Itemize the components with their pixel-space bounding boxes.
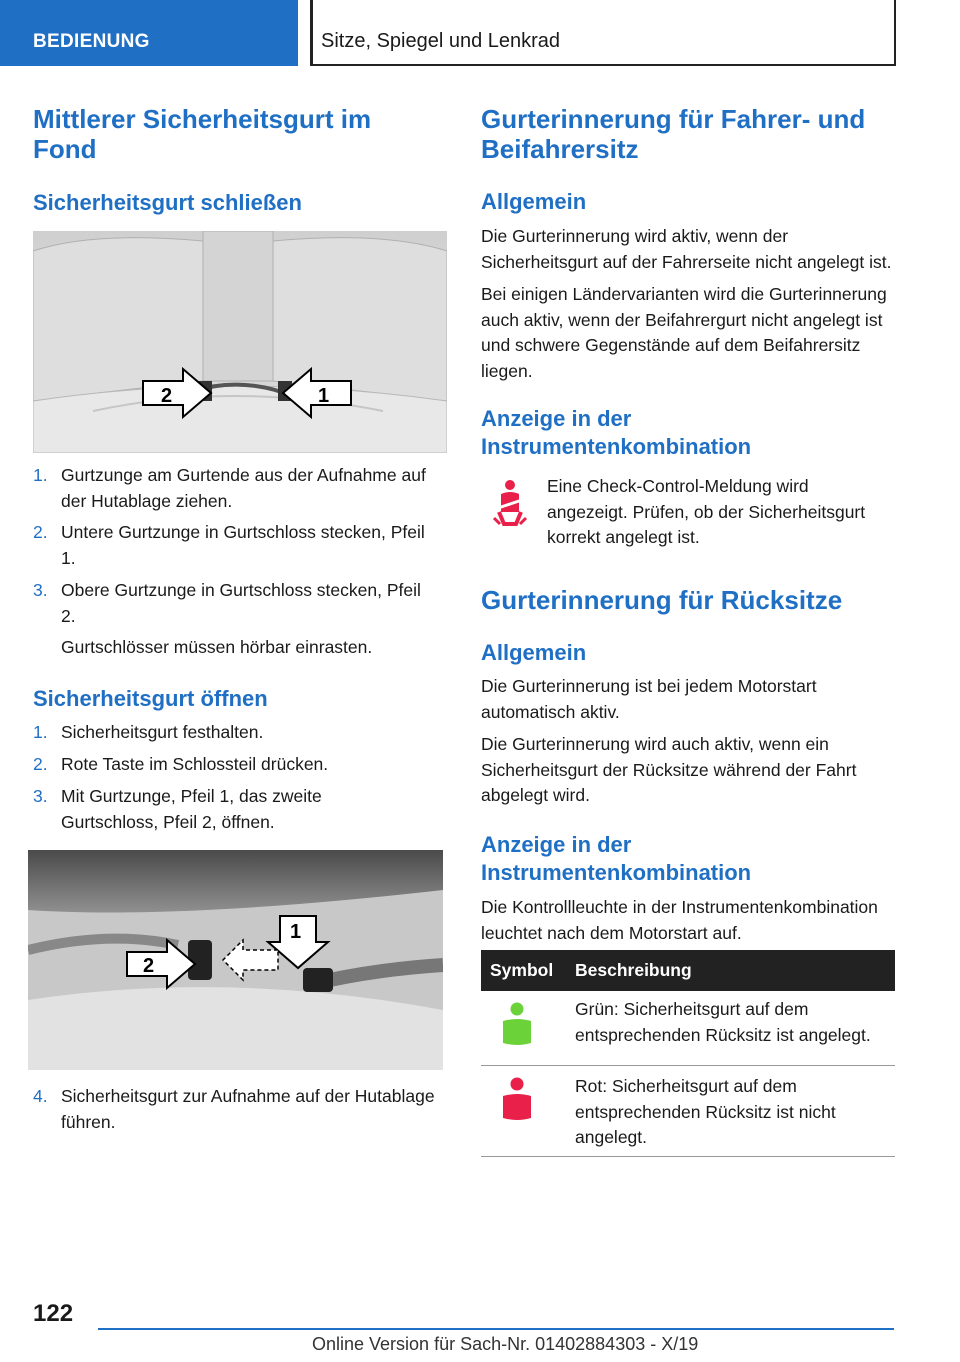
step-text: Untere Gurtzunge in Gurtschloss stecken, Pfeil 1. [61, 522, 425, 568]
right-section-title: Gurterinnerung für Fahrer- und Beifahrersitz [481, 104, 866, 164]
header-symbol: Symbol [490, 960, 554, 980]
step-number: 1. [33, 722, 48, 742]
list-item [33, 1084, 438, 1136]
paragraph-4: Die Gurterinnerung ist bei jedem Motorstart automatisch aktiv. [481, 676, 817, 722]
image2-arrow-label-2: 2 [143, 955, 155, 977]
symbol-table [481, 950, 895, 1157]
image2-arrow-label-1: 1 [290, 921, 302, 943]
page-number: 122 [33, 1300, 74, 1327]
step-number: 3. [33, 786, 48, 806]
step-number: 2. [33, 754, 48, 774]
heading-allgemein-2: Allgemein [481, 640, 587, 665]
seat-belt-open-image [28, 850, 443, 1070]
step-number: 1. [33, 465, 48, 485]
list-item [33, 520, 433, 572]
chapter-label: Sitze, Spiegel und Lenkrad [321, 30, 561, 52]
heading-gurt-schliessen: Sicherheitsgurt schließen [33, 190, 302, 215]
left-section-title: Mittlerer Sicherheitsgurt im Fond [33, 104, 372, 164]
step-text: Sicherheitsgurt zur Aufnahme auf der Hutablage führen. [61, 1086, 435, 1132]
step-note: Gurtschlösser müssen hörbar einrasten. [61, 637, 373, 657]
heading-anzeige-1: Anzeige in der Instrumentenkombination [481, 406, 752, 459]
paragraph-2: Bei einigen Ländervarianten wird die Gurterinnerung auch aktiv, wenn der Beifahrergurt nicht angelegt ist und schwere Gegenstände auf dem Beifahrersitz liegen. [481, 284, 887, 381]
list-item [33, 578, 433, 630]
step-number: 2. [33, 522, 48, 542]
footer-rule [98, 1328, 894, 1330]
section-tab[interactable] [0, 0, 298, 66]
image1-arrow-label-2: 2 [161, 385, 173, 407]
heading-gurt-oeffnen: Sicherheitsgurt öffnen [33, 686, 268, 711]
table-row [481, 991, 895, 1066]
right-section-title-2: Gurterinnerung für Rücksitze [481, 585, 843, 615]
step-text: Sicherheitsgurt festhalten. [61, 722, 264, 742]
image1-arrow-label-1: 1 [318, 385, 330, 407]
heading-allgemein-1: Allgemein [481, 189, 587, 214]
list-item [33, 463, 433, 515]
header-description: Beschreibung [575, 960, 692, 980]
paragraph-6: Die Kontrollleuchte in der Instrumentenkombination leuchtet nach dem Motorstart auf. [481, 897, 878, 943]
seatbelt-green-icon [502, 1001, 532, 1054]
step-number: 3. [33, 580, 48, 600]
step-number: 4. [33, 1086, 48, 1106]
table-header [481, 950, 895, 991]
list-item [33, 784, 433, 836]
step-text: Obere Gurtzunge in Gurtschloss stecken, Pfeil 2. [61, 580, 421, 626]
table-row [481, 1066, 895, 1157]
footer-text: Online Version für Sach-Nr. 01402884303 - X/19 [312, 1334, 699, 1354]
paragraph-5: Die Gurterinnerung wird auch aktiv, wenn ein Sicherheitsgurt der Rücksitze während der Fahrt abgelegt wird. [481, 734, 857, 805]
right-title-block [481, 104, 901, 164]
chapter-header [313, 0, 896, 66]
seat-belt-fasten-image [33, 231, 447, 453]
seatbelt-warning-icon [490, 478, 530, 530]
step-text: Gurtzunge am Gurtende aus der Aufnahme auf der Hutablage ziehen. [61, 465, 426, 511]
seatbelt-red-icon [502, 1076, 532, 1129]
list-item [33, 720, 433, 746]
paragraph-1: Die Gurterinnerung wird aktiv, wenn der Sicherheitsgurt auf der Fahrerseite nicht angelegt ist. [481, 226, 892, 272]
step-text: Mit Gurtzunge, Pfeil 1, das zweite Gurtschloss, Pfeil 2, öffnen. [61, 786, 322, 832]
paragraph-3: Eine Check-Control-Meldung wird angezeigt. Prüfen, ob der Sicherheitsgurt korrekt angelegt ist. [547, 476, 866, 547]
heading-anzeige-2: Anzeige in der Instrumentenkombination [481, 832, 752, 885]
row-description: Grün: Sicherheitsgurt auf dem entsprechenden Rücksitz ist angelegt. [575, 999, 871, 1045]
step-text: Rote Taste im Schlossteil drücken. [61, 754, 329, 774]
left-title-block [33, 104, 433, 164]
list-item [33, 752, 433, 778]
section-label: BEDIENUNG [33, 31, 150, 52]
row-description: Rot: Sicherheitsgurt auf dem entsprechenden Rücksitz ist nicht angelegt. [575, 1076, 836, 1147]
